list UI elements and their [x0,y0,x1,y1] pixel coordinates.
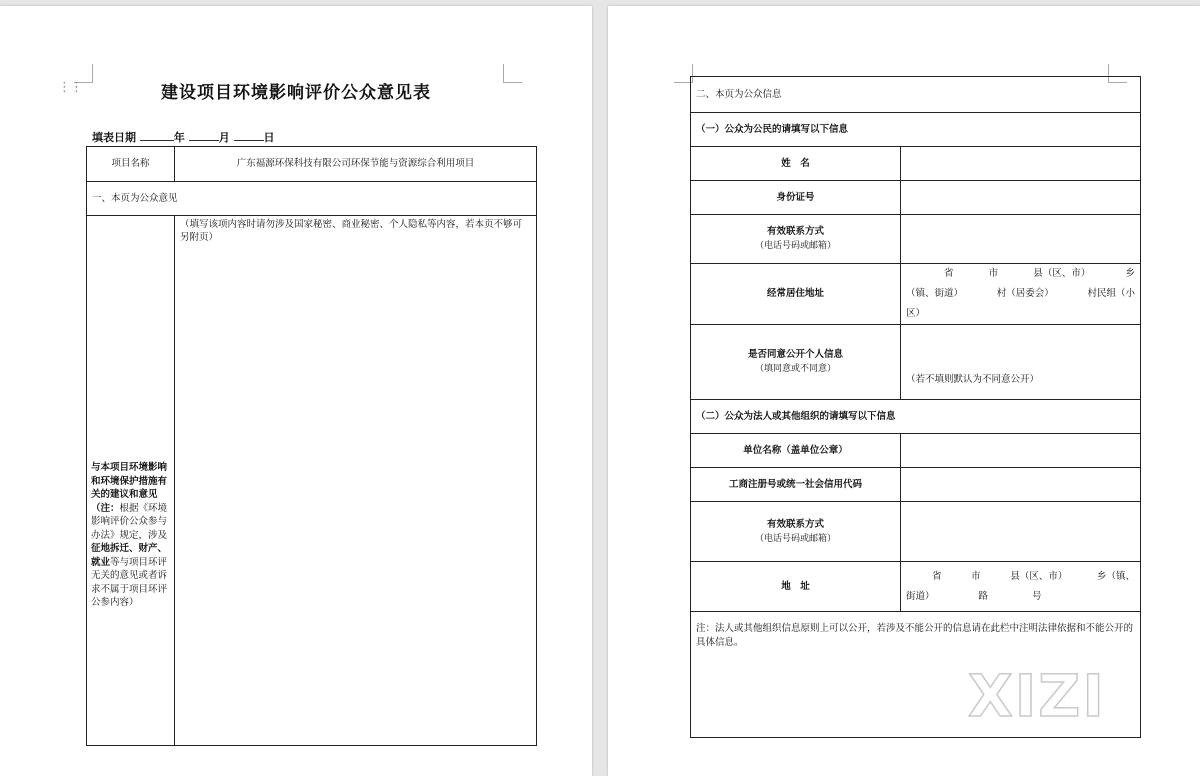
month-label: 月 [218,131,230,144]
org-code-label: 工商注册号或统一社会信用代码 [691,468,901,502]
name-label: 姓 名 [691,147,901,181]
section2-title: 二、本页为公众信息 [691,77,1141,113]
consent-sub: （填同意或不同意） [754,364,836,374]
document-page-2 [608,6,1200,776]
addr-community: 区） [906,308,926,319]
opinion-label-part: 根据《环境影响评价公众参与办法》规定，涉及 [91,502,168,541]
org-addr-county: 县（区、市） [1010,570,1068,582]
org-contact-field[interactable] [901,502,1141,562]
contact-field[interactable] [901,215,1141,264]
opinion-label-part: 等与项目环评无关的意见或者诉求不属于项目环评公参内容） [91,556,168,609]
project-name-value: 广东福源环保科技有限公司环保节能与资源综合利用项目 [175,147,537,182]
addr-group: 村民组（小 [1087,288,1136,299]
page-title: 建设项目环境影响评价公众意见表 [161,83,431,103]
org-addr-city: 市 [971,570,981,582]
addr-county: 县（区、市） [1033,268,1091,279]
consent-note: （若不填则默认为不同意公开） [906,374,1040,385]
opinion-hint: （填写该项内容时请勿涉及国家秘密、商业秘密、个人隐私等内容，若本页不够可另附页） [180,219,523,243]
id-label: 身份证号 [691,181,901,215]
fill-date [92,128,275,145]
document-page-1 [0,6,592,776]
citizen-header: （一）公众为公民的请填写以下信息 [691,113,1141,147]
privacy-note: 注：法人或其他组织信息原则上可以公开，若涉及不能公开的信息请在此栏中注明法律依据和不能公开的具体信息。 [696,623,1134,648]
org-addr-road: 路 [978,590,989,602]
org-addr-township: 乡（镇、 [1096,570,1135,582]
org-addr-province: 省 [932,570,942,582]
year-label: 年 [173,131,185,144]
org-contact-label-text: 有效联系方式 [766,518,824,530]
org-addr-label: 地 址 [691,562,901,612]
fill-date-label: 填表日期 [92,131,136,144]
section1-title: 一、本页为公众意见 [87,182,537,216]
addr-province: 省 [944,268,954,279]
opinion-table [86,146,537,746]
drag-handle-icon[interactable]: ⋮⋮ [58,80,82,95]
org-addr-number: 号 [1032,590,1042,602]
opinion-label-part: 征地拆迁、财产、就业 [91,543,168,568]
id-field[interactable] [901,181,1141,215]
project-name-label: 项目名称 [87,147,175,182]
org-contact-sub: （电话号码或邮箱） [754,533,836,544]
addr-town: （镇、街道） [906,288,964,299]
org-contact-label [691,502,901,562]
residence-field[interactable] [901,264,1141,325]
addr-village: 村（居委会） [996,288,1054,299]
org-name-field[interactable] [901,434,1141,468]
watermark-logo: XIZI [968,662,1106,730]
day-label: 日 [263,131,275,144]
org-addr-street: 街道） [906,590,935,602]
consent-label-text: 是否同意公开个人信息 [747,349,843,360]
addr-city: 市 [988,268,999,279]
residence-label: 经常居住地址 [691,264,901,325]
org-name-label: 单位名称（盖单位公章） [691,434,901,468]
contact-sub: （电话号码或邮箱） [754,241,836,251]
consent-field[interactable] [901,325,1141,400]
org-code-field[interactable] [901,468,1141,502]
name-field[interactable] [901,147,1141,181]
org-header: （二）公众为法人或其他组织的请填写以下信息 [691,400,1141,434]
org-addr-field[interactable] [901,562,1141,612]
contact-label-text: 有效联系方式 [766,226,824,237]
opinion-input[interactable] [175,216,537,746]
addr-township: 乡 [1125,268,1135,279]
info-table [690,76,1141,738]
contact-label [691,215,901,264]
opinion-label [87,216,175,746]
consent-label [691,325,901,400]
opinion-label-part: 与本项目环境影响和环境保护措施有关的建议和意见（注： [91,462,168,514]
